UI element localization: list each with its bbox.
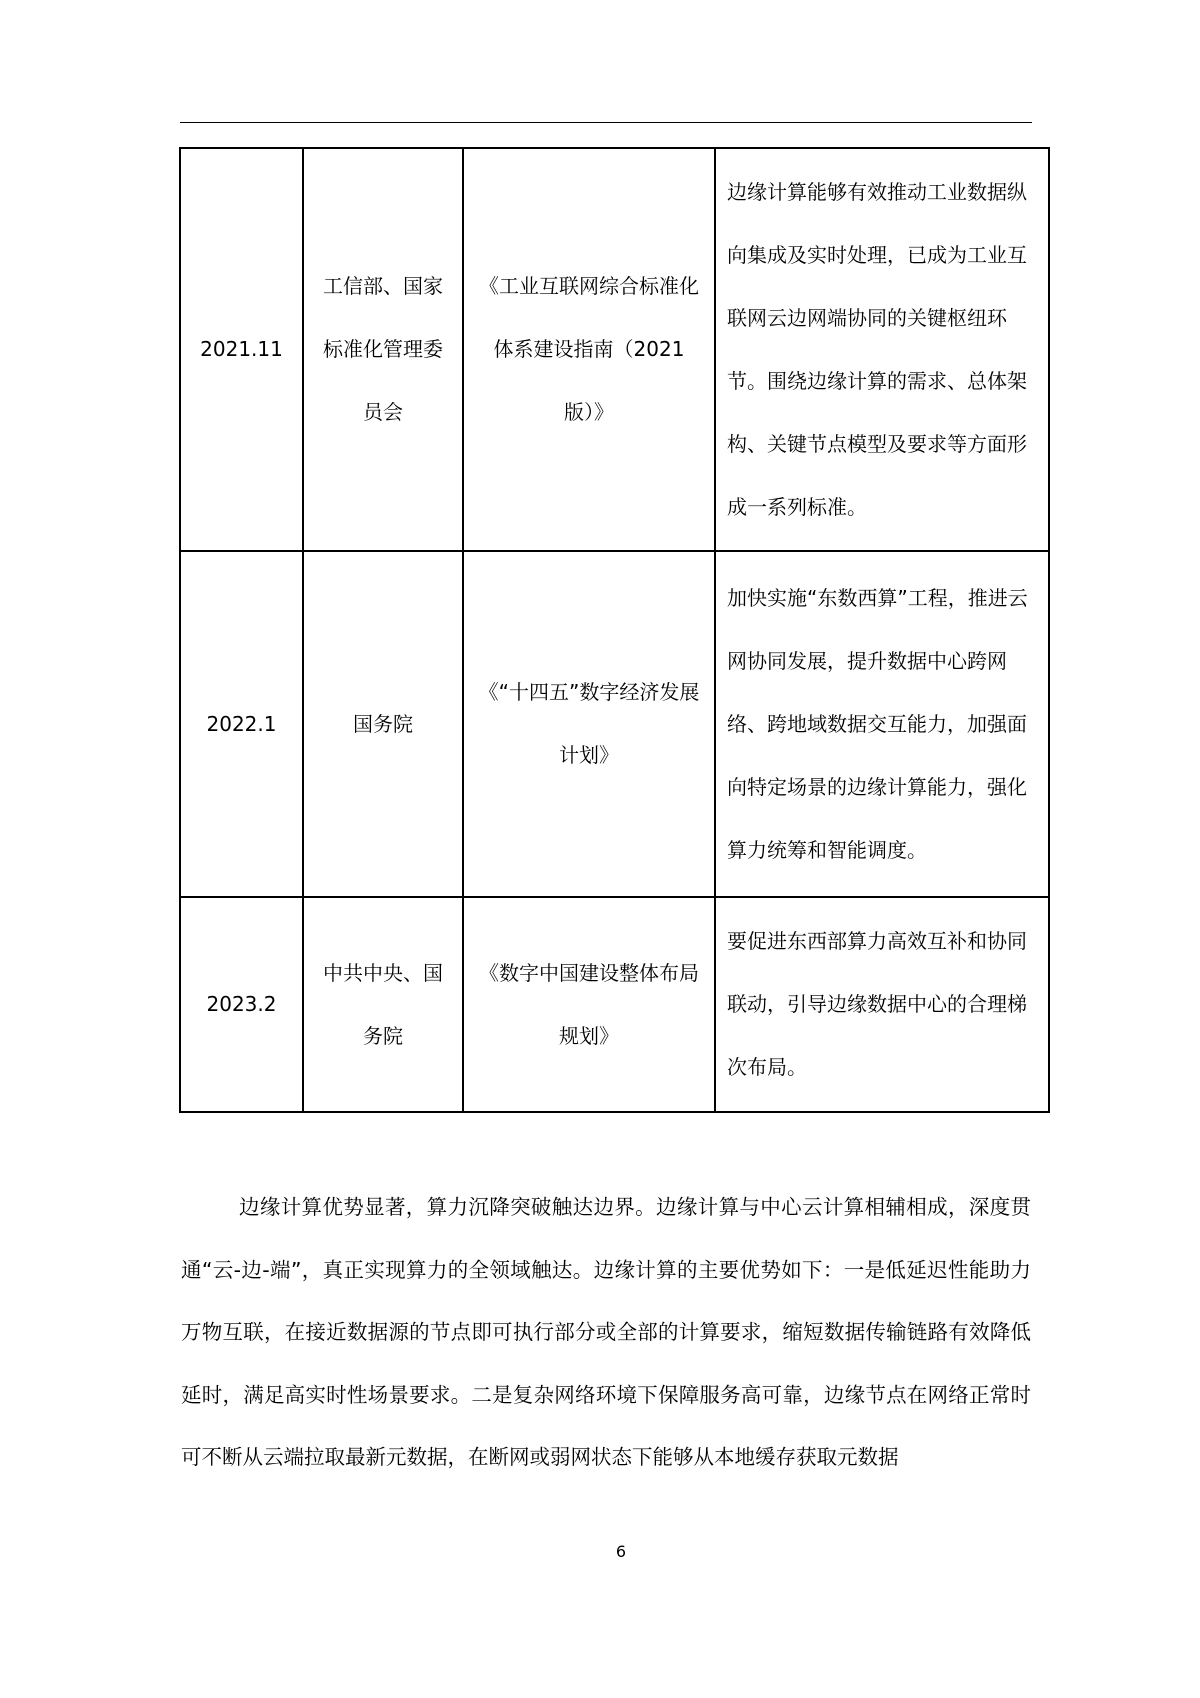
date-cell: 2023.2	[180, 897, 303, 1112]
document-cell: 《“十四五”数字经济发展计划》	[463, 551, 715, 897]
table-row	[180, 148, 1049, 551]
date-cell: 2021.11	[180, 148, 303, 551]
issuer-cell: 工信部、国家标准化管理委员会	[303, 148, 463, 551]
table-row	[180, 897, 1049, 1112]
header-rule	[180, 122, 1032, 123]
document-cell: 《工业互联网综合标准化体系建设指南（2021版）》	[463, 148, 715, 551]
date-cell: 2022.1	[180, 551, 303, 897]
table-row	[180, 551, 1049, 897]
description-cell: 要促进东西部算力高效互补和协同联动，引导边缘数据中心的合理梯次布局。	[715, 897, 1049, 1112]
issuer-cell: 国务院	[303, 551, 463, 897]
body-paragraph: 边缘计算优势显著，算力沉降突破触达边界。边缘计算与中心云计算相辅相成，深度贯通“云-边-端”，真正实现算力的全领域触达。边缘计算的主要优势如下：一是低延迟性能助力万物互联，在接近数据源的节点即可执行部分或全部的计算要求，缩短数据传输链路有效降低延时，满足高实时性场景要求。二是复杂网络环境下保障服务高可靠，边缘节点在网络正常时可不断从云端拉取最新元数据，在断网或弱网状态下能够从本地缓存获取元数据	[181, 1195, 1031, 1469]
description-cell: 边缘计算能够有效推动工业数据纵向集成及实时处理，已成为工业互联网云边网端协同的关键枢纽环节。围绕边缘计算的需求、总体架构、关键节点模型及要求等方面形成一系列标准。	[715, 148, 1049, 551]
page-number: 6	[615, 1542, 627, 1561]
document-cell: 《数字中国建设整体布局规划》	[463, 897, 715, 1112]
issuer-cell: 中共中央、国务院	[303, 897, 463, 1112]
description-cell: 加快实施“东数西算”工程，推进云网协同发展，提升数据中心跨网络、跨地域数据交互能力，加强面向特定场景的边缘计算能力，强化算力统筹和智能调度。	[715, 551, 1049, 897]
policy-table	[179, 147, 1050, 1113]
